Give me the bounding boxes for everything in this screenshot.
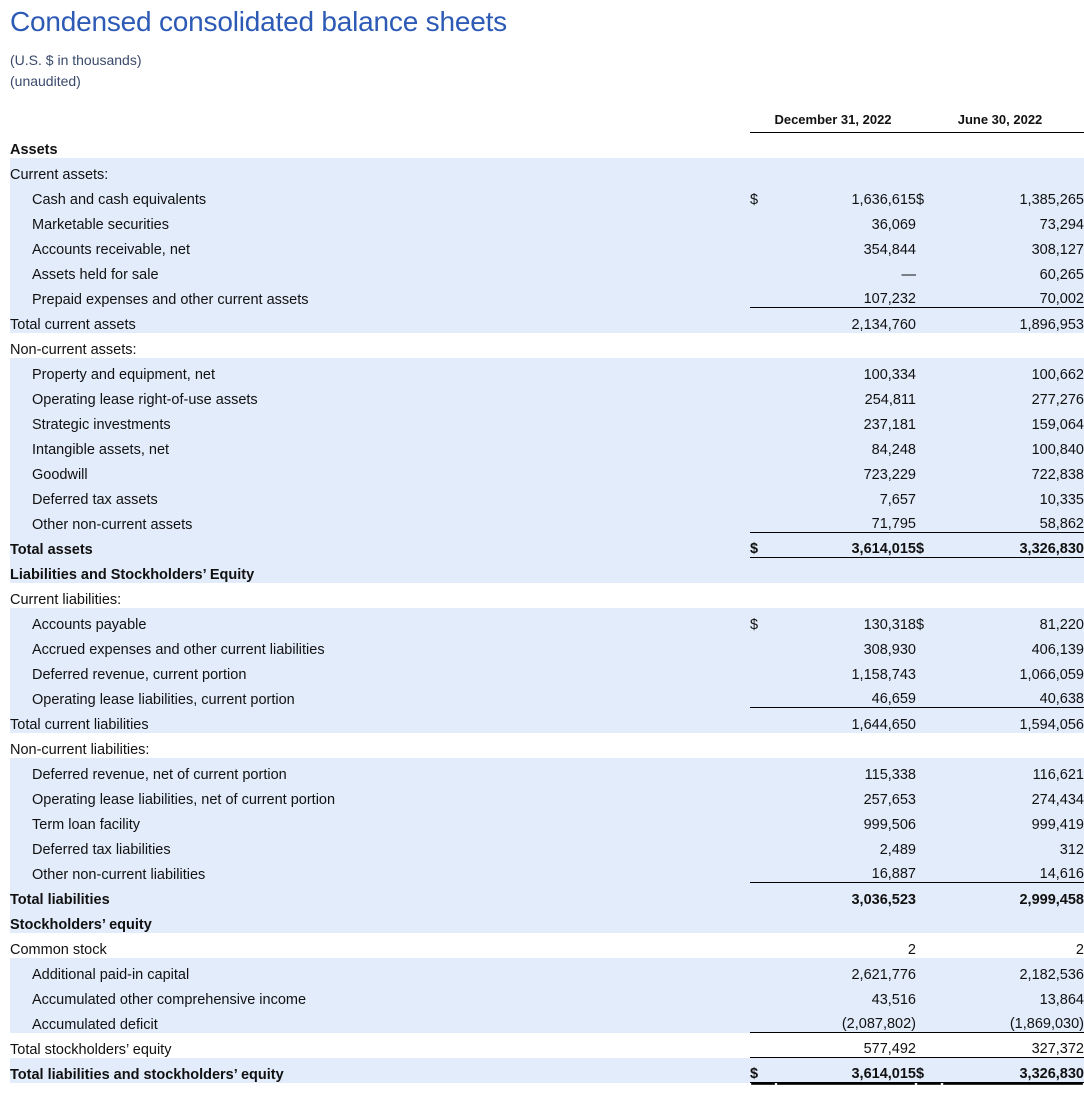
row-label: Intangible assets, net	[32, 441, 170, 458]
row-currency-2: $	[916, 616, 925, 633]
table-row	[10, 908, 1084, 933]
table-row	[10, 183, 1084, 208]
row-label: Current assets:	[10, 166, 109, 183]
row-value-2: 13,864	[1039, 991, 1084, 1008]
row-label: Deferred tax assets	[32, 491, 158, 508]
row-value-2: 14,616	[1039, 866, 1084, 882]
row-currency-2	[916, 358, 942, 383]
row-value-2: 274,434	[1031, 791, 1084, 808]
table-row	[10, 883, 1084, 908]
page-title: Condensed consolidated balance sheets	[10, 6, 507, 37]
row-value-2: 116,621	[1032, 766, 1084, 783]
row-currency-1	[750, 433, 776, 458]
row-value-2: 406,139	[1031, 641, 1084, 658]
table-body	[10, 133, 1084, 1083]
row-label: Total current assets	[10, 316, 136, 333]
row-currency-2	[916, 733, 942, 758]
row-value-1: 7,657	[879, 491, 916, 508]
row-label: Accrued expenses and other current liabilities	[32, 641, 325, 658]
table-row	[10, 783, 1084, 808]
row-currency-1	[750, 283, 776, 308]
row-value-1: 115,338	[864, 766, 916, 783]
row-currency-1	[750, 483, 776, 508]
row-currency-2	[916, 808, 942, 833]
table-row	[10, 1008, 1084, 1033]
row-value-1: 46,659	[871, 691, 916, 707]
row-label: Deferred revenue, net of current portion	[32, 766, 287, 783]
row-currency-2	[916, 633, 942, 658]
table-row	[10, 708, 1084, 733]
row-currency-2	[916, 408, 942, 433]
row-currency-2	[916, 433, 942, 458]
row-currency-1	[750, 708, 776, 733]
row-currency-1	[750, 558, 776, 583]
table-row	[10, 858, 1084, 883]
row-value-2: 58,862	[1039, 516, 1084, 532]
page-subtitle	[0, 50, 1084, 92]
row-label: Accumulated other comprehensive income	[32, 991, 307, 1008]
row-currency-1	[750, 233, 776, 258]
row-value-2	[942, 583, 1084, 608]
row-value-1: 723,229	[863, 466, 916, 483]
row-value-1: 3,036,523	[776, 883, 916, 908]
table-row	[10, 358, 1084, 383]
row-currency-1	[750, 358, 776, 383]
row-currency-2	[916, 508, 942, 533]
row-value-2	[942, 158, 1084, 183]
row-label: Deferred revenue, current portion	[32, 666, 247, 683]
row-value-1	[776, 558, 916, 583]
row-value-2: 40,638	[1039, 691, 1084, 707]
row-value-1: 237,181	[863, 416, 916, 433]
row-value-2: 60,265	[1039, 266, 1084, 283]
row-currency-2	[916, 333, 942, 358]
row-value-1: 577,492	[776, 1033, 916, 1058]
column-header-period-2: June 30, 2022	[916, 112, 1084, 133]
row-value-2: 327,372	[942, 1033, 1084, 1058]
row-value-2: 308,127	[1031, 241, 1084, 258]
table-row	[10, 1058, 1084, 1083]
row-currency-1	[750, 758, 776, 783]
table-row	[10, 158, 1084, 183]
row-currency-2	[916, 383, 942, 408]
row-label: Term loan facility	[32, 816, 140, 833]
row-value-2: (1,869,030)	[1009, 1016, 1084, 1032]
row-label: Operating lease liabilities, current portion	[32, 691, 295, 708]
row-label: Accumulated deficit	[32, 1016, 158, 1033]
row-value-1: 3,614,015	[776, 1058, 916, 1083]
row-label: Liabilities and Stockholders’ Equity	[10, 566, 255, 583]
table-row	[10, 408, 1084, 433]
row-currency-2	[916, 883, 942, 908]
row-currency-1	[750, 1008, 776, 1033]
row-value-2	[942, 733, 1084, 758]
row-value-2: 1,594,056	[942, 708, 1084, 733]
row-label: Total current liabilities	[10, 716, 149, 733]
row-currency-2: $	[916, 533, 942, 558]
row-currency-1	[750, 208, 776, 233]
row-currency-2	[916, 1033, 942, 1058]
row-value-2: 722,838	[1031, 466, 1084, 483]
row-value-1	[776, 333, 916, 358]
row-currency-1	[750, 1033, 776, 1058]
row-value-2: 70,002	[1039, 291, 1084, 307]
row-value-1: 1,644,650	[776, 708, 916, 733]
row-label: Prepaid expenses and other current assets	[32, 291, 309, 308]
row-label: Non-current assets:	[10, 341, 137, 358]
row-value-1: 308,930	[863, 641, 916, 658]
table-row	[10, 833, 1084, 858]
row-currency-1	[750, 258, 776, 283]
row-currency-1	[750, 583, 776, 608]
row-value-2: 1,385,265	[1019, 191, 1084, 208]
row-value-1: 107,232	[863, 291, 916, 307]
row-label: Stockholders’ equity	[10, 916, 152, 933]
row-currency-2	[916, 558, 942, 583]
row-currency-1	[750, 158, 776, 183]
row-value-1: 36,069	[871, 216, 916, 233]
row-value-2: 1,066,059	[1019, 666, 1084, 683]
table-row	[10, 733, 1084, 758]
row-value-2: 100,662	[1031, 366, 1084, 383]
row-label: Cash and cash equivalents	[32, 191, 207, 208]
row-value-2: 2,182,536	[1019, 966, 1084, 983]
row-currency-2: $	[916, 191, 925, 208]
table-row	[10, 583, 1084, 608]
row-value-1: 3,614,015	[776, 533, 916, 558]
row-value-1: 257,653	[863, 791, 916, 808]
row-value-2: 81,220	[1039, 616, 1084, 633]
row-label: Additional paid-in capital	[32, 966, 190, 983]
row-currency-2	[916, 1008, 942, 1033]
table-row	[10, 508, 1084, 533]
table-row	[10, 133, 1084, 158]
table-row	[10, 1033, 1084, 1058]
subtitle-unaudited: (unaudited)	[10, 73, 81, 89]
row-currency-1	[750, 833, 776, 858]
balance-sheet-table	[10, 112, 1084, 1083]
row-value-2	[942, 333, 1084, 358]
row-currency-2	[916, 933, 942, 958]
row-currency-2	[916, 583, 942, 608]
table-row	[10, 683, 1084, 708]
row-currency-1	[750, 733, 776, 758]
row-value-1: 999,506	[863, 816, 916, 833]
row-value-1: 84,248	[871, 441, 916, 458]
row-currency-2	[916, 458, 942, 483]
row-currency-1	[750, 133, 776, 158]
row-value-2	[942, 558, 1084, 583]
row-value-2	[942, 133, 1084, 158]
row-value-2: 10,335	[1039, 491, 1084, 508]
table-row	[10, 258, 1084, 283]
row-value-2: 2,999,458	[942, 883, 1084, 908]
row-currency-2	[916, 908, 942, 933]
row-label: Operating lease right-of-use assets	[32, 391, 258, 408]
row-value-1	[776, 583, 916, 608]
table-row	[10, 483, 1084, 508]
table-row	[10, 983, 1084, 1008]
row-currency-2	[916, 483, 942, 508]
row-value-2: 1,896,953	[942, 308, 1084, 333]
row-value-1: 2,134,760	[776, 308, 916, 333]
row-currency-1	[750, 658, 776, 683]
row-label: Operating lease liabilities, net of current portion	[32, 791, 336, 808]
row-value-1: 2,621,776	[851, 966, 916, 983]
row-value-1: 43,516	[871, 991, 916, 1008]
row-currency-2: $	[916, 1058, 942, 1083]
row-currency-2	[916, 258, 942, 283]
row-currency-1	[750, 308, 776, 333]
row-value-1: 130,318	[863, 616, 916, 633]
row-currency-1	[750, 458, 776, 483]
row-currency-1	[750, 408, 776, 433]
row-currency-1	[750, 508, 776, 533]
row-value-2	[942, 908, 1084, 933]
row-value-1: 1,158,743	[851, 666, 916, 683]
row-value-2: 312	[1059, 841, 1084, 858]
table-header-row	[10, 112, 1084, 133]
row-currency-2	[916, 783, 942, 808]
table-row	[10, 608, 1084, 633]
row-value-1: 16,887	[871, 866, 916, 882]
row-currency-1: $	[750, 533, 776, 558]
table-row	[10, 233, 1084, 258]
row-currency-1	[750, 958, 776, 983]
row-label: Other non-current liabilities	[32, 866, 206, 883]
table-row	[10, 283, 1084, 308]
table-row	[10, 808, 1084, 833]
row-currency-1	[750, 883, 776, 908]
row-currency-2	[916, 308, 942, 333]
row-label: Total liabilities and stockholders’ equity	[10, 1066, 284, 1083]
row-value-2: 277,276	[1031, 391, 1084, 408]
row-value-2: 159,064	[1031, 416, 1084, 433]
row-currency-2	[916, 683, 942, 708]
row-value-2: 100,840	[1031, 441, 1084, 458]
row-currency-1	[750, 908, 776, 933]
row-value-1: —	[901, 266, 916, 283]
subtitle-units: (U.S. $ in thousands)	[10, 52, 142, 68]
row-value-1	[776, 908, 916, 933]
table-row	[10, 533, 1084, 558]
row-label: Assets held for sale	[32, 266, 159, 283]
row-value-1: 2	[907, 941, 916, 958]
row-value-1: (2,087,802)	[841, 1016, 916, 1032]
row-label: Assets	[10, 141, 58, 158]
row-label: Marketable securities	[32, 216, 169, 233]
header-spacer	[10, 112, 750, 133]
row-value-1: 100,334	[863, 366, 916, 383]
row-currency-2	[916, 208, 942, 233]
row-value-1	[776, 733, 916, 758]
table-row	[10, 383, 1084, 408]
row-label: Accounts receivable, net	[32, 241, 190, 258]
row-value-1: 254,811	[864, 391, 916, 408]
row-label: Current liabilities:	[10, 591, 122, 608]
row-currency-2	[916, 233, 942, 258]
row-currency-1	[750, 333, 776, 358]
row-value-2: 999,419	[1031, 816, 1084, 833]
row-value-1: 1,636,615	[851, 191, 916, 208]
row-currency-1: $	[750, 191, 759, 208]
row-value-1: 354,844	[863, 241, 916, 258]
row-currency-2	[916, 983, 942, 1008]
row-currency-1: $	[750, 1058, 776, 1083]
row-value-2: 73,294	[1039, 216, 1084, 233]
row-currency-2	[916, 658, 942, 683]
row-currency-1	[750, 783, 776, 808]
row-label: Property and equipment, net	[32, 366, 215, 383]
row-label: Common stock	[10, 941, 107, 958]
row-label: Total stockholders’ equity	[10, 1041, 172, 1058]
table-row	[10, 558, 1084, 583]
row-value-2: 2	[1075, 941, 1084, 958]
row-value-1	[776, 133, 916, 158]
row-currency-2	[916, 958, 942, 983]
row-currency-1	[750, 383, 776, 408]
table-row	[10, 208, 1084, 233]
row-label: Other non-current assets	[32, 516, 193, 533]
row-value-2: 3,326,830	[942, 1058, 1084, 1083]
table-row	[10, 458, 1084, 483]
row-label: Total assets	[10, 541, 93, 558]
row-currency-2	[916, 833, 942, 858]
row-currency-2	[916, 858, 942, 883]
row-label: Deferred tax liabilities	[32, 841, 171, 858]
row-currency-2	[916, 758, 942, 783]
row-currency-1: $	[750, 616, 759, 633]
row-currency-1	[750, 683, 776, 708]
table-row	[10, 433, 1084, 458]
row-label: Total liabilities	[10, 891, 110, 908]
row-currency-1	[750, 633, 776, 658]
row-label: Accounts payable	[32, 616, 147, 633]
row-currency-2	[916, 283, 942, 308]
table-row	[10, 633, 1084, 658]
row-currency-1	[750, 933, 776, 958]
row-label: Non-current liabilities:	[10, 741, 150, 758]
row-currency-1	[750, 983, 776, 1008]
column-header-period-1: December 31, 2022	[750, 112, 916, 133]
table-row	[10, 758, 1084, 783]
row-currency-2	[916, 158, 942, 183]
row-label: Strategic investments	[32, 416, 171, 433]
row-value-1	[776, 158, 916, 183]
row-value-1: 71,795	[871, 516, 916, 532]
row-value-1: 2,489	[879, 841, 916, 858]
row-label: Goodwill	[32, 466, 88, 483]
row-value-2: 3,326,830	[942, 533, 1084, 558]
table-row	[10, 308, 1084, 333]
row-currency-2	[916, 133, 942, 158]
row-currency-2	[916, 708, 942, 733]
table-row	[10, 958, 1084, 983]
table-row	[10, 333, 1084, 358]
row-currency-1	[750, 858, 776, 883]
row-currency-1	[750, 808, 776, 833]
table-row	[10, 658, 1084, 683]
table-row	[10, 933, 1084, 958]
